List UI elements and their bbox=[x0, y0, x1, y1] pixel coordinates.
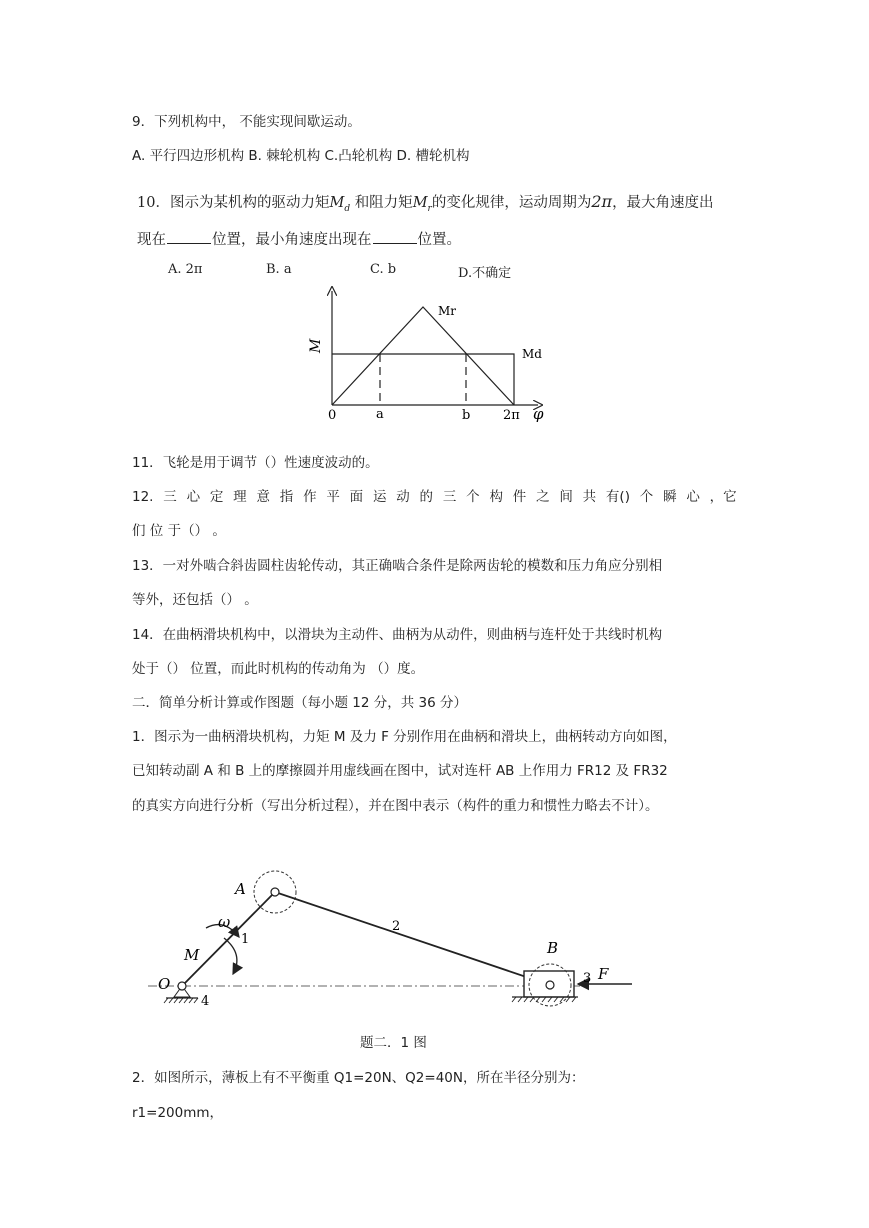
q12-w5: 意 bbox=[256, 489, 270, 505]
label-a: A bbox=[235, 880, 246, 898]
q12-w13: 三 bbox=[442, 489, 457, 505]
q10-stem-part4: ，最大角速度出 bbox=[612, 195, 714, 211]
label-m: M bbox=[184, 946, 200, 964]
section2-heading: 二．简单分析计算或作图题（每小题 12 分，共 36 分） bbox=[132, 695, 468, 711]
q12-w22: 瞬 bbox=[663, 489, 677, 505]
q12-w11: 动 bbox=[396, 489, 410, 505]
q12-w18: 间 bbox=[559, 489, 573, 505]
q9-stem: 9．下列机构中， 不能实现间歇运动。 bbox=[132, 114, 361, 130]
joint-b bbox=[546, 981, 554, 989]
label-md: Md bbox=[522, 347, 542, 361]
q10-stem-part2: 和阻力矩 bbox=[354, 195, 413, 211]
q12-w19: 共 bbox=[582, 489, 597, 505]
moment-arc bbox=[224, 938, 237, 974]
label-o: O bbox=[158, 975, 171, 993]
q10-stem-part3: 的变化规律，运动周期为 bbox=[431, 195, 592, 211]
tick-0: 0 bbox=[328, 408, 337, 423]
label-mr: Mr bbox=[438, 304, 457, 318]
q12-w21: 个 bbox=[639, 489, 654, 505]
q11: 11．飞轮是用于调节（）性速度波动的。 bbox=[132, 455, 379, 471]
figure-caption: 题二．1 图 bbox=[360, 1035, 427, 1051]
q12-w14: 个 bbox=[466, 489, 480, 505]
q12-w9: 面 bbox=[349, 489, 364, 505]
slider-ground-hatch bbox=[512, 997, 576, 1002]
joint-o bbox=[178, 982, 186, 990]
q12-w17: 之 bbox=[536, 489, 550, 505]
q12-w1: 三 bbox=[163, 489, 177, 505]
q10-option-d: D.不确定 bbox=[458, 266, 512, 281]
blank-max bbox=[167, 230, 211, 244]
slider-crank-figure bbox=[140, 850, 640, 1015]
q10-line2-a: 现在 bbox=[137, 232, 166, 248]
p2-line1: 2．如图所示，薄板上有不平衡重 Q1=20N、Q2=40N，所在半径分别为： bbox=[132, 1070, 585, 1086]
blank-min bbox=[373, 230, 417, 244]
label-b: B bbox=[547, 939, 559, 957]
ground-hatch-o-marks bbox=[164, 998, 198, 1003]
p1-line3: 的真实方向进行分析（写出分析过程），并在图中表示（构件的重力和惯性力略去不计）。 bbox=[132, 798, 659, 814]
md-symbol: M bbox=[329, 195, 345, 211]
q13-line1: 13．一对外啮合斜齿圆柱齿轮传动，其正确啮合条件是除两齿轮的模数和压力角应分别相 bbox=[132, 558, 663, 574]
label-f: F bbox=[598, 965, 609, 983]
q12-w8: 平 bbox=[326, 489, 340, 505]
mr-symbol: M bbox=[412, 195, 428, 211]
tick-a: a bbox=[376, 407, 384, 422]
y-axis-label: M bbox=[308, 338, 324, 353]
q12-w23: 心 bbox=[686, 489, 700, 505]
q12-w3: 定 bbox=[209, 489, 224, 505]
q10-stem-line1 bbox=[137, 193, 714, 218]
q12-w4: 理 bbox=[233, 489, 247, 505]
q13-line2: 等外，还包括（） 。 bbox=[132, 592, 258, 608]
q14-line2: 处于（） 位置，而此时机构的传动角为 （）度。 bbox=[132, 661, 425, 677]
x-axis-label: φ bbox=[533, 405, 544, 423]
q12-line1 bbox=[132, 488, 737, 506]
mr-curve bbox=[332, 307, 514, 405]
q12-line2: 们 位 于（） 。 bbox=[132, 523, 226, 539]
q10-option-a: A. 2π bbox=[168, 262, 203, 277]
joint-a bbox=[271, 888, 279, 896]
q12-w20: 有() bbox=[605, 489, 630, 505]
md-curve bbox=[332, 354, 514, 405]
q10-stem-line2 bbox=[137, 230, 461, 249]
tick-2pi: 2π bbox=[503, 408, 520, 423]
mr-sub: r bbox=[427, 203, 432, 214]
q12-w0: 12. bbox=[132, 489, 154, 505]
label-4: 4 bbox=[201, 994, 210, 1009]
q12-w16: 件 bbox=[512, 489, 527, 505]
p1-line1: 1．图示为一曲柄滑块机构，力矩 M 及力 F 分别作用在曲柄和滑块上，曲柄转动方向如图， bbox=[132, 729, 677, 745]
q12-w10: 运 bbox=[372, 489, 387, 505]
md-sub: d bbox=[344, 203, 351, 214]
q10-stem-part1: 10．图示为某机构的驱动力矩 bbox=[137, 195, 330, 211]
q12-w24: ，它 bbox=[709, 489, 737, 505]
q10-line2-c: 位置。 bbox=[417, 232, 461, 248]
connecting-rod-2 bbox=[275, 892, 550, 985]
q9-options: A. 平行四边形机构 B. 棘轮机构 C.凸轮机构 D. 槽轮机构 bbox=[132, 148, 470, 164]
q12-w12: 的 bbox=[419, 489, 434, 505]
q10-line2-b: 位置，最小角速度出现在 bbox=[212, 232, 372, 248]
p2-line2: r1=200mm， bbox=[132, 1105, 224, 1121]
torque-diagram bbox=[300, 283, 560, 428]
q10-period: 2π bbox=[591, 192, 613, 211]
crank-link-1 bbox=[182, 892, 275, 986]
q10-option-c: C. b bbox=[370, 262, 397, 277]
q10-option-b: B. a bbox=[266, 262, 292, 277]
p1-line2: 已知转动副 A 和 B 上的摩擦圆并用虚线画在图中，试对连杆 AB 上作用力 FR12 及 FR32 bbox=[132, 763, 668, 779]
label-1: 1 bbox=[241, 932, 250, 947]
label-2: 2 bbox=[392, 919, 401, 934]
q14-line1: 14．在曲柄滑块机构中，以滑块为主动件、曲柄为从动件，则曲柄与连杆处于共线时机构 bbox=[132, 627, 663, 643]
label-omega: ω bbox=[218, 913, 231, 931]
q12-w6: 指 bbox=[279, 489, 294, 505]
q12-w2: 心 bbox=[186, 489, 201, 505]
label-3: 3 bbox=[583, 971, 592, 986]
q12-w7: 作 bbox=[303, 489, 317, 505]
q12-w15: 构 bbox=[489, 489, 503, 505]
tick-b: b bbox=[462, 408, 471, 423]
